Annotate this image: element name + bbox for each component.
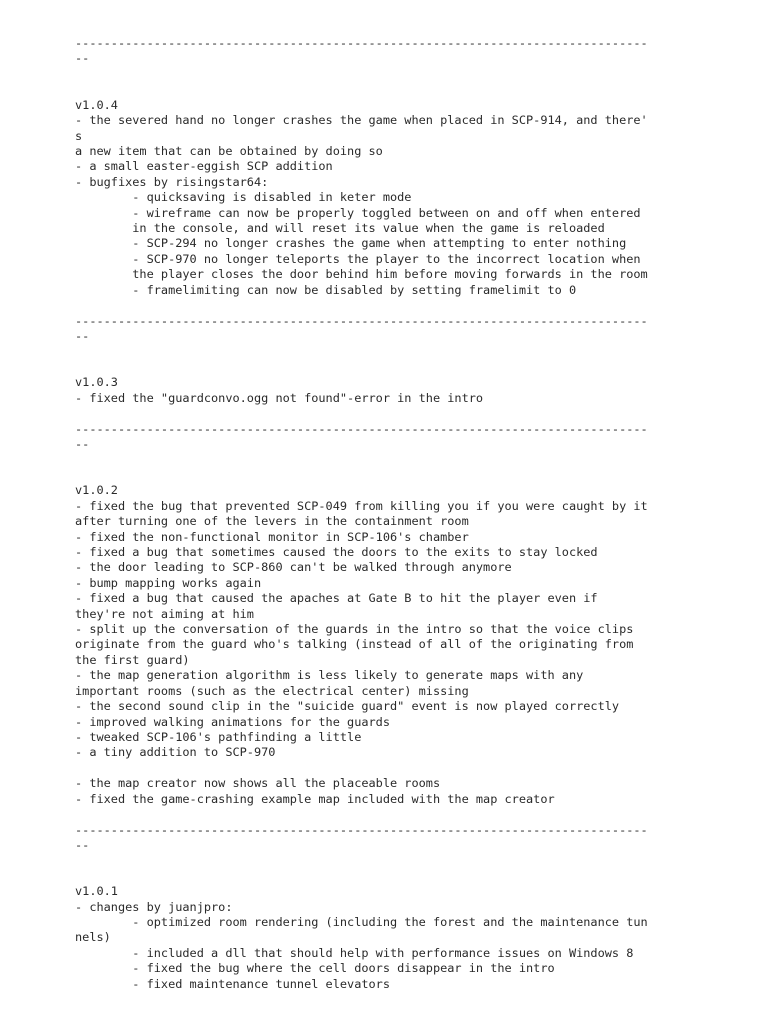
changelog-line: the player closes the door behind him before moving forwards in the room (75, 267, 648, 282)
changelog-line: a new item that can be obtained by doing so (75, 143, 383, 158)
changelog-line: - SCP-970 no longer teleports the player to the incorrect location when (75, 251, 641, 266)
version-heading: v1.0.2 (75, 483, 118, 498)
changelog-line: - SCP-294 no longer crashes the game when attempting to enter nothing (75, 236, 627, 251)
changelog-line: - framelimiting can now be disabled by setting framelimit to 0 (75, 282, 577, 297)
changelog-line: - fixed a bug that sometimes caused the doors to the exits to stay locked (75, 544, 598, 559)
blank-line (75, 67, 695, 82)
changelog-line: - the severed hand no longer crashes the game when placed in SCP-914, and there' (75, 113, 648, 128)
separator-line-wrap: -- (75, 837, 90, 852)
changelog-line: - included a dll that should help with performance issues on Windows 8 (75, 945, 634, 960)
changelog-line: the first guard) (75, 652, 190, 667)
separator-line: -------------------------------------------------------------------------------- (75, 421, 648, 436)
changelog-line: - fixed maintenance tunnel elevators (75, 976, 390, 991)
changelog-document (75, 36, 695, 992)
blank-line (75, 869, 695, 884)
blank-line (75, 452, 695, 467)
separator-line: -------------------------------------------------------------------------------- (75, 36, 648, 50)
separator-line-wrap: -- (75, 51, 90, 66)
changelog-line: - quicksaving is disabled in keter mode (75, 190, 412, 205)
separator-line: -------------------------------------------------------------------------------- (75, 313, 648, 328)
changelog-line: - tweaked SCP-106's pathfinding a little (75, 729, 362, 744)
changelog-line: - the second sound clip in the "suicide guard" event is now played correctly (75, 699, 620, 714)
changelog-line: - fixed the bug that prevented SCP-049 from killing you if you were caught by it (75, 498, 648, 513)
changelog-line: - optimized room rendering (including the forest and the maintenance tun (75, 915, 648, 930)
blank-line (75, 853, 695, 868)
changelog-line: - split up the conversation of the guards in the intro so that the voice clips (75, 622, 634, 637)
blank-line (75, 468, 695, 483)
blank-line (75, 344, 695, 359)
changelog-body (75, 36, 695, 992)
version-heading: v1.0.1 (75, 884, 118, 899)
changelog-line: s (75, 128, 83, 143)
changelog-line: - fixed the "guardconvo.ogg not found"-error in the intro (75, 390, 484, 405)
changelog-line: - bump mapping works again (75, 575, 262, 590)
separator-line-wrap: -- (75, 329, 90, 344)
changelog-line: they're not aiming at him (75, 606, 254, 621)
separator-line-wrap: -- (75, 436, 90, 451)
changelog-line: - the map generation algorithm is less likely to generate maps with any (75, 668, 584, 683)
changelog-line: important rooms (such as the electrical center) missing (75, 683, 469, 698)
changelog-line: - improved walking animations for the guards (75, 714, 390, 729)
version-heading: v1.0.4 (75, 97, 118, 112)
blank-line (75, 761, 695, 776)
changelog-line: - a small easter-eggish SCP addition (75, 159, 333, 174)
changelog-line: - a tiny addition to SCP-970 (75, 745, 276, 760)
changelog-line: - fixed the game-crashing example map included with the map creator (75, 791, 555, 806)
changelog-line: - fixed the non-functional monitor in SCP-106's chamber (75, 529, 469, 544)
changelog-line: - the door leading to SCP-860 can't be walked through anymore (75, 560, 512, 575)
changelog-line: after turning one of the levers in the containment room (75, 514, 469, 529)
changelog-line: - fixed a bug that caused the apaches at Gate B to hit the player even if (75, 591, 598, 606)
changelog-line: in the console, and will reset its value when the game is reloaded (75, 221, 605, 236)
changelog-line: - bugfixes by risingstar64: (75, 174, 269, 189)
changelog-line: originate from the guard who's talking (instead of all of the originating from (75, 637, 634, 652)
changelog-line: - the map creator now shows all the placeable rooms (75, 776, 441, 791)
blank-line (75, 807, 695, 822)
separator-line: -------------------------------------------------------------------------------- (75, 822, 648, 837)
changelog-line: - changes by juanjpro: (75, 899, 233, 914)
changelog-line: - wireframe can now be properly toggled between on and off when entered (75, 205, 641, 220)
blank-line (75, 298, 695, 313)
blank-line (75, 406, 695, 421)
blank-line (75, 360, 695, 375)
changelog-line: - fixed the bug where the cell doors disappear in the intro (75, 961, 555, 976)
blank-line (75, 82, 695, 97)
changelog-line: nels) (75, 930, 111, 945)
version-heading: v1.0.3 (75, 375, 118, 390)
